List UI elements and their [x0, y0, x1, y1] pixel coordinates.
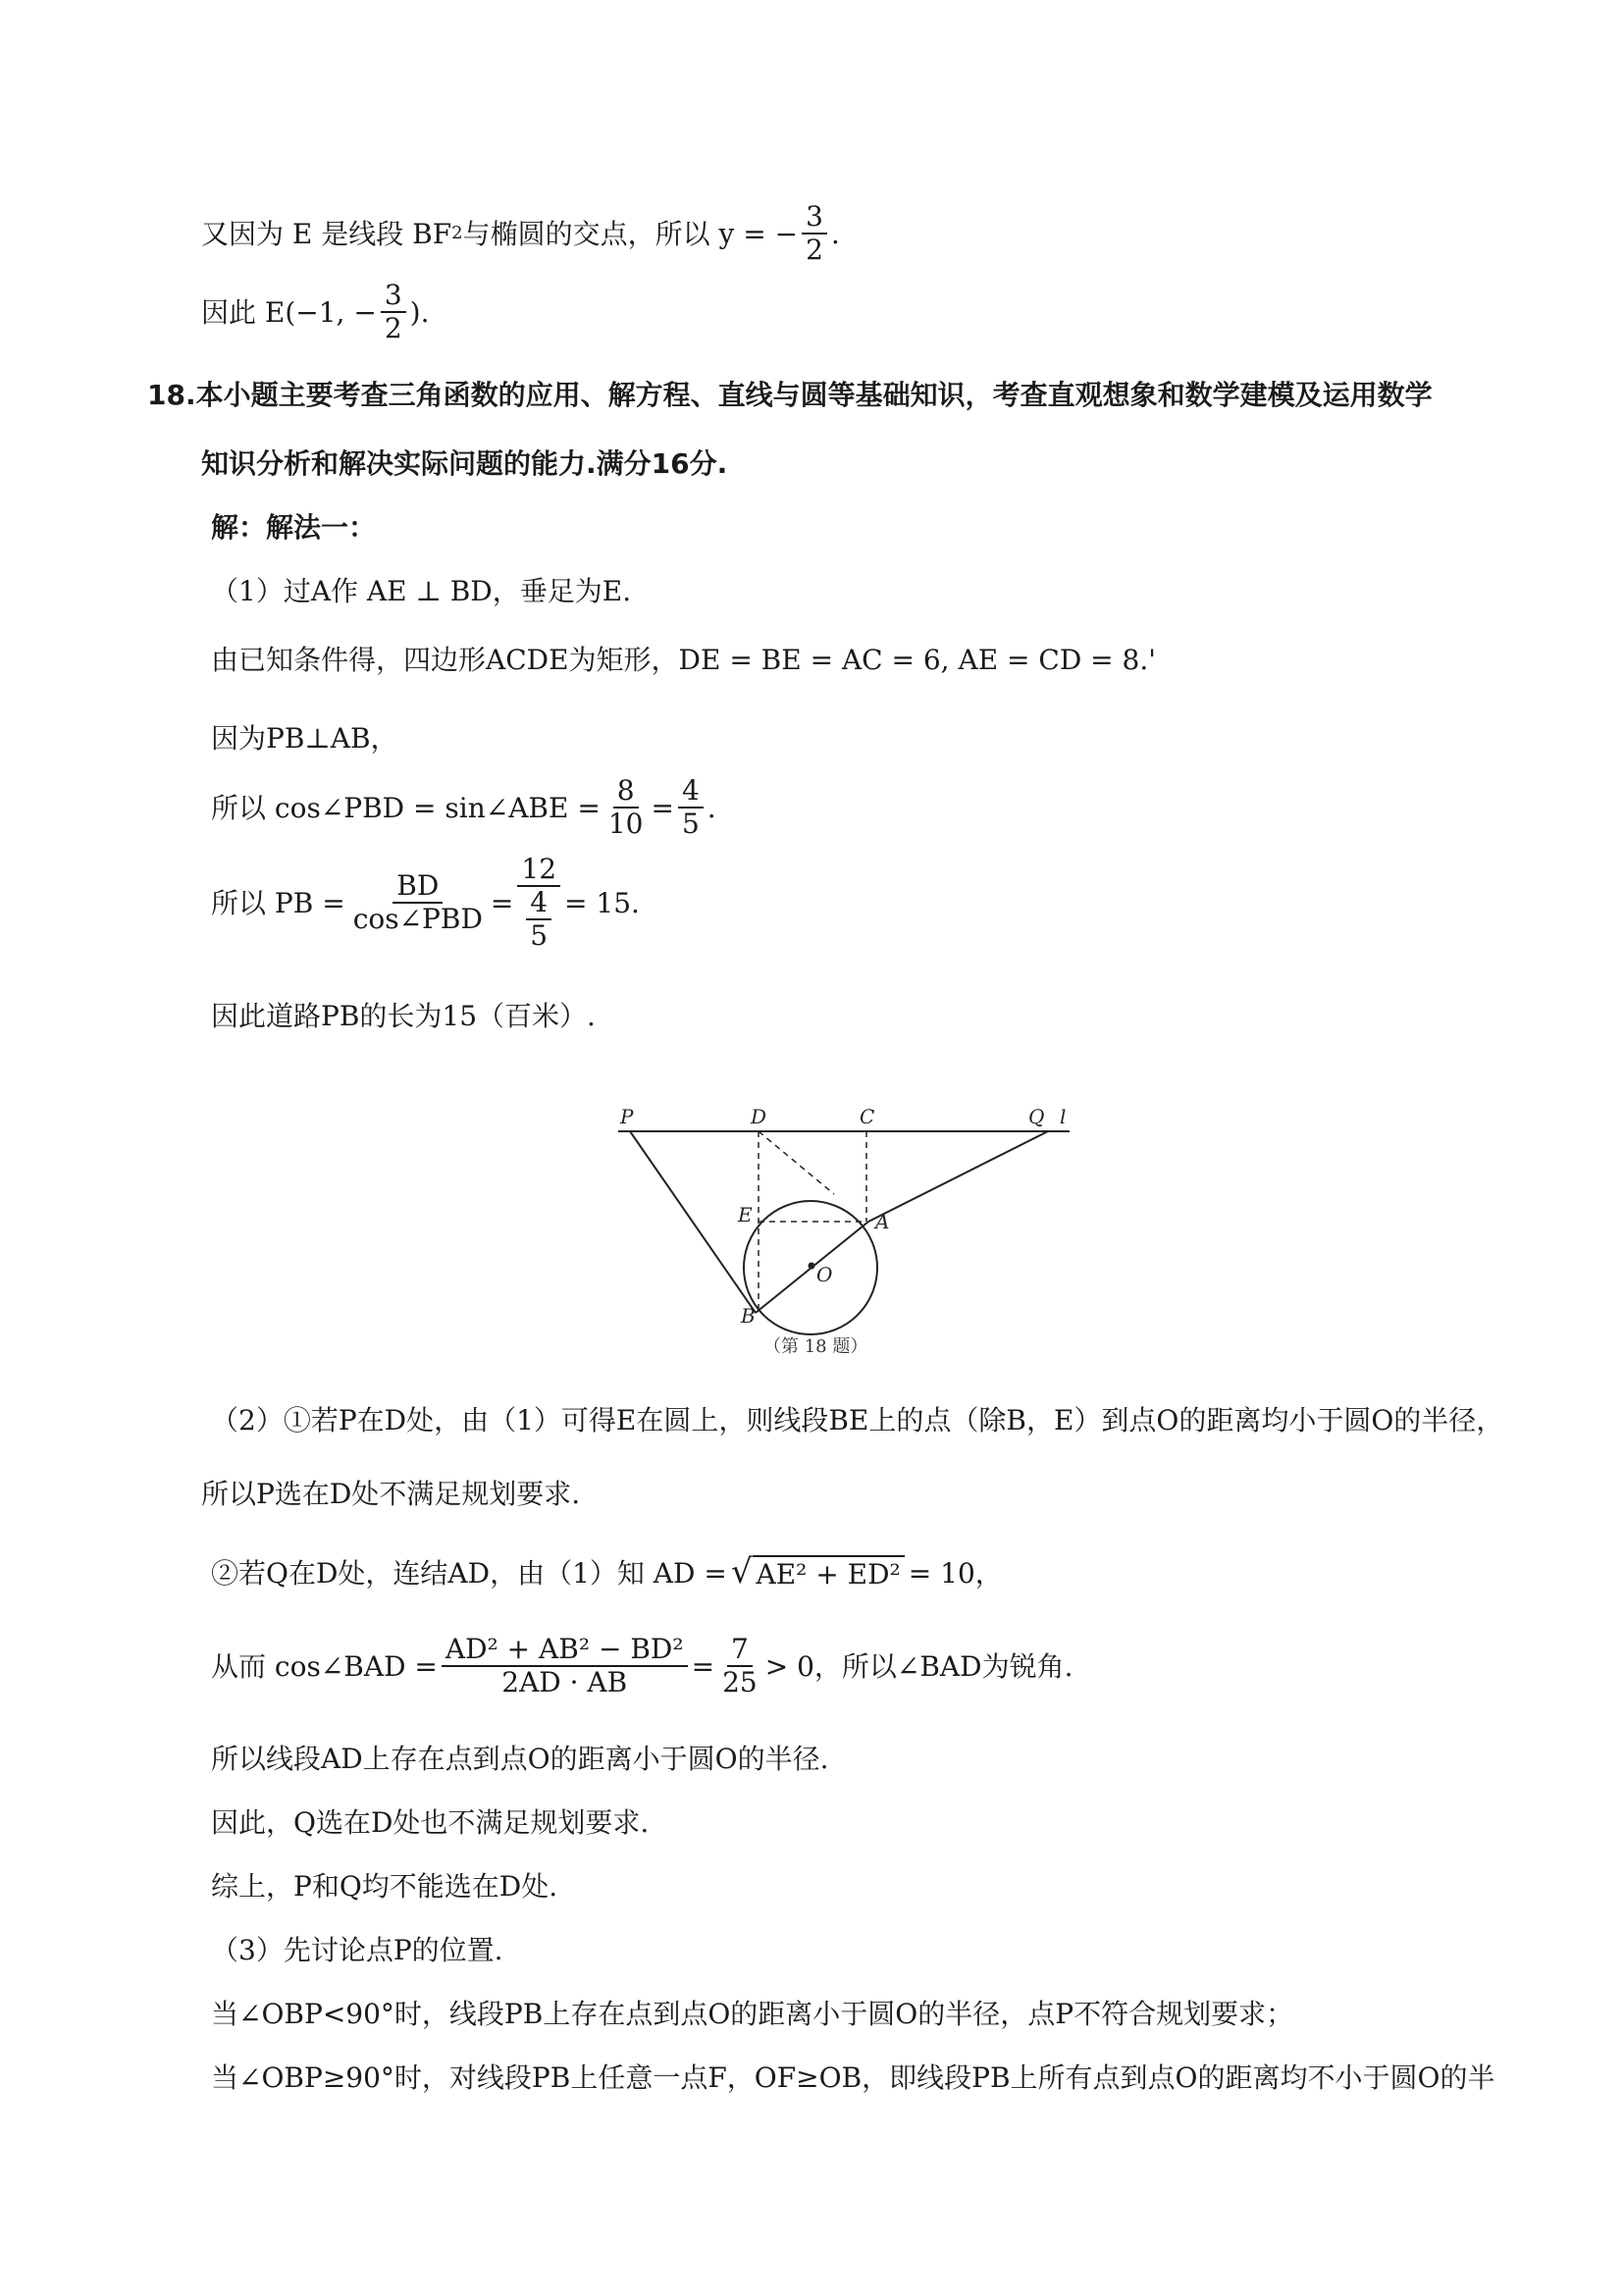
figure-caption: （第 18 题）: [763, 1336, 868, 1357]
text-line: 所以 PB = $\frac{BD}{\text{cos∠PBD}}$ = $\frac{12}{\frac{4}{5}}$ = 15.: [211, 853, 640, 953]
problem-heading: 18.本小题主要考查三角函数的应用、解方程、直线与圆等基础知识，考查直观想象和数学建模及运用数学: [147, 379, 1433, 411]
label-E: E: [738, 1203, 753, 1226]
text-line: 又因为 E 是线段 BF 2 与椭圆的交点，所以 y = − $\frac{3}{2}$ .: [201, 200, 840, 267]
fraction: $\frac{4}{5}$: [678, 775, 704, 840]
text-line: 因此道路PB的长为15（百米）.: [211, 1000, 596, 1032]
solution-label: 解：解法一：: [211, 511, 377, 544]
text-line: 由已知条件得，四边形ACDE为矩形，DE = BE = AC = 6, AE = CD = 8.': [211, 644, 1156, 676]
segment-AQ: [868, 1131, 1048, 1222]
geometry-figure: [618, 1099, 1089, 1364]
center-point: [809, 1263, 815, 1270]
text-line: 因此，Q选在D处也不满足规划要求.: [211, 1806, 650, 1839]
text-line: 因为PB⊥AB，: [211, 722, 398, 755]
text-line: 综上，P和Q均不能选在D处.: [211, 1870, 558, 1903]
segment-PB: [630, 1131, 756, 1313]
text-line: ②若Q在D处，连结AD，由（1）知 AD = √ AE² + ED² = 10，: [211, 1552, 1003, 1592]
dashed-DA: [759, 1131, 834, 1194]
text-line: 所以线段AD上存在点到点O的距离小于圆O的半径.: [211, 1743, 829, 1775]
square-root: √ AE² + ED²: [731, 1555, 905, 1592]
text-line: 因此 E(−1, − $\frac{3}{2}$ ).: [201, 279, 430, 345]
label-O: O: [816, 1263, 833, 1286]
text-line: 当∠OBP<90°时，线段PB上存在点到点O的距离小于圆O的半径，点P不符合规划要求；: [211, 1998, 1294, 2030]
label-l: l: [1060, 1105, 1067, 1128]
label-D: D: [751, 1105, 767, 1128]
label-A: A: [875, 1210, 890, 1233]
text-line: 当∠OBP≥90°时，对线段PB上任意一点F，OF≥OB，即线段PB上所有点到点O的距离均不小于圆O的半: [211, 2061, 1495, 2094]
text-line: （1）过A作 AE ⊥ BD，垂足为E.: [211, 575, 632, 607]
fraction: $\frac{3}{2}$: [802, 201, 827, 266]
label-B: B: [741, 1304, 756, 1328]
label-P: P: [620, 1105, 634, 1128]
fraction: $\frac{BD}{\text{cos∠PBD}}$: [352, 869, 483, 936]
text-line: 所以 cos∠PBD = sin∠ABE = $\frac{8}{10}$ = $\frac{4}{5}$ .: [211, 774, 716, 841]
fraction: $\frac{\text{AD² + AB² − BD²}}{2AD \cdot AB}$: [442, 1634, 688, 1698]
fraction: $\frac{3}{2}$: [381, 280, 406, 344]
fraction: $\frac{7}{25}$: [722, 1633, 758, 1699]
label-C: C: [860, 1105, 875, 1128]
text-line: （2）①若P在D处，由（1）可得E在圆上，则线段BE上的点（除B，E）到点O的距离均小于圆O的半径，: [211, 1404, 1504, 1436]
fraction: $\frac{4}{5}$: [526, 887, 551, 952]
text-line: （3）先讨论点P的位置.: [211, 1934, 503, 1966]
problem-heading-cont: 知识分析和解决实际问题的能力.满分16分.: [201, 447, 728, 480]
text-line: 所以P选在D处不满足规划要求.: [201, 1478, 581, 1510]
label-Q: Q: [1028, 1105, 1045, 1128]
text-line: 从而 cos∠BAD = $\frac{\text{AD² + AB² − BD²}}{2AD \cdot AB}$ = $\frac{7}{25}$ > 0，所以∠BAD为锐角.: [211, 1633, 1073, 1699]
complex-fraction: $\frac{12}{\frac{4}{5}}$: [517, 854, 560, 953]
fraction: $\frac{8}{10}$: [607, 774, 644, 841]
